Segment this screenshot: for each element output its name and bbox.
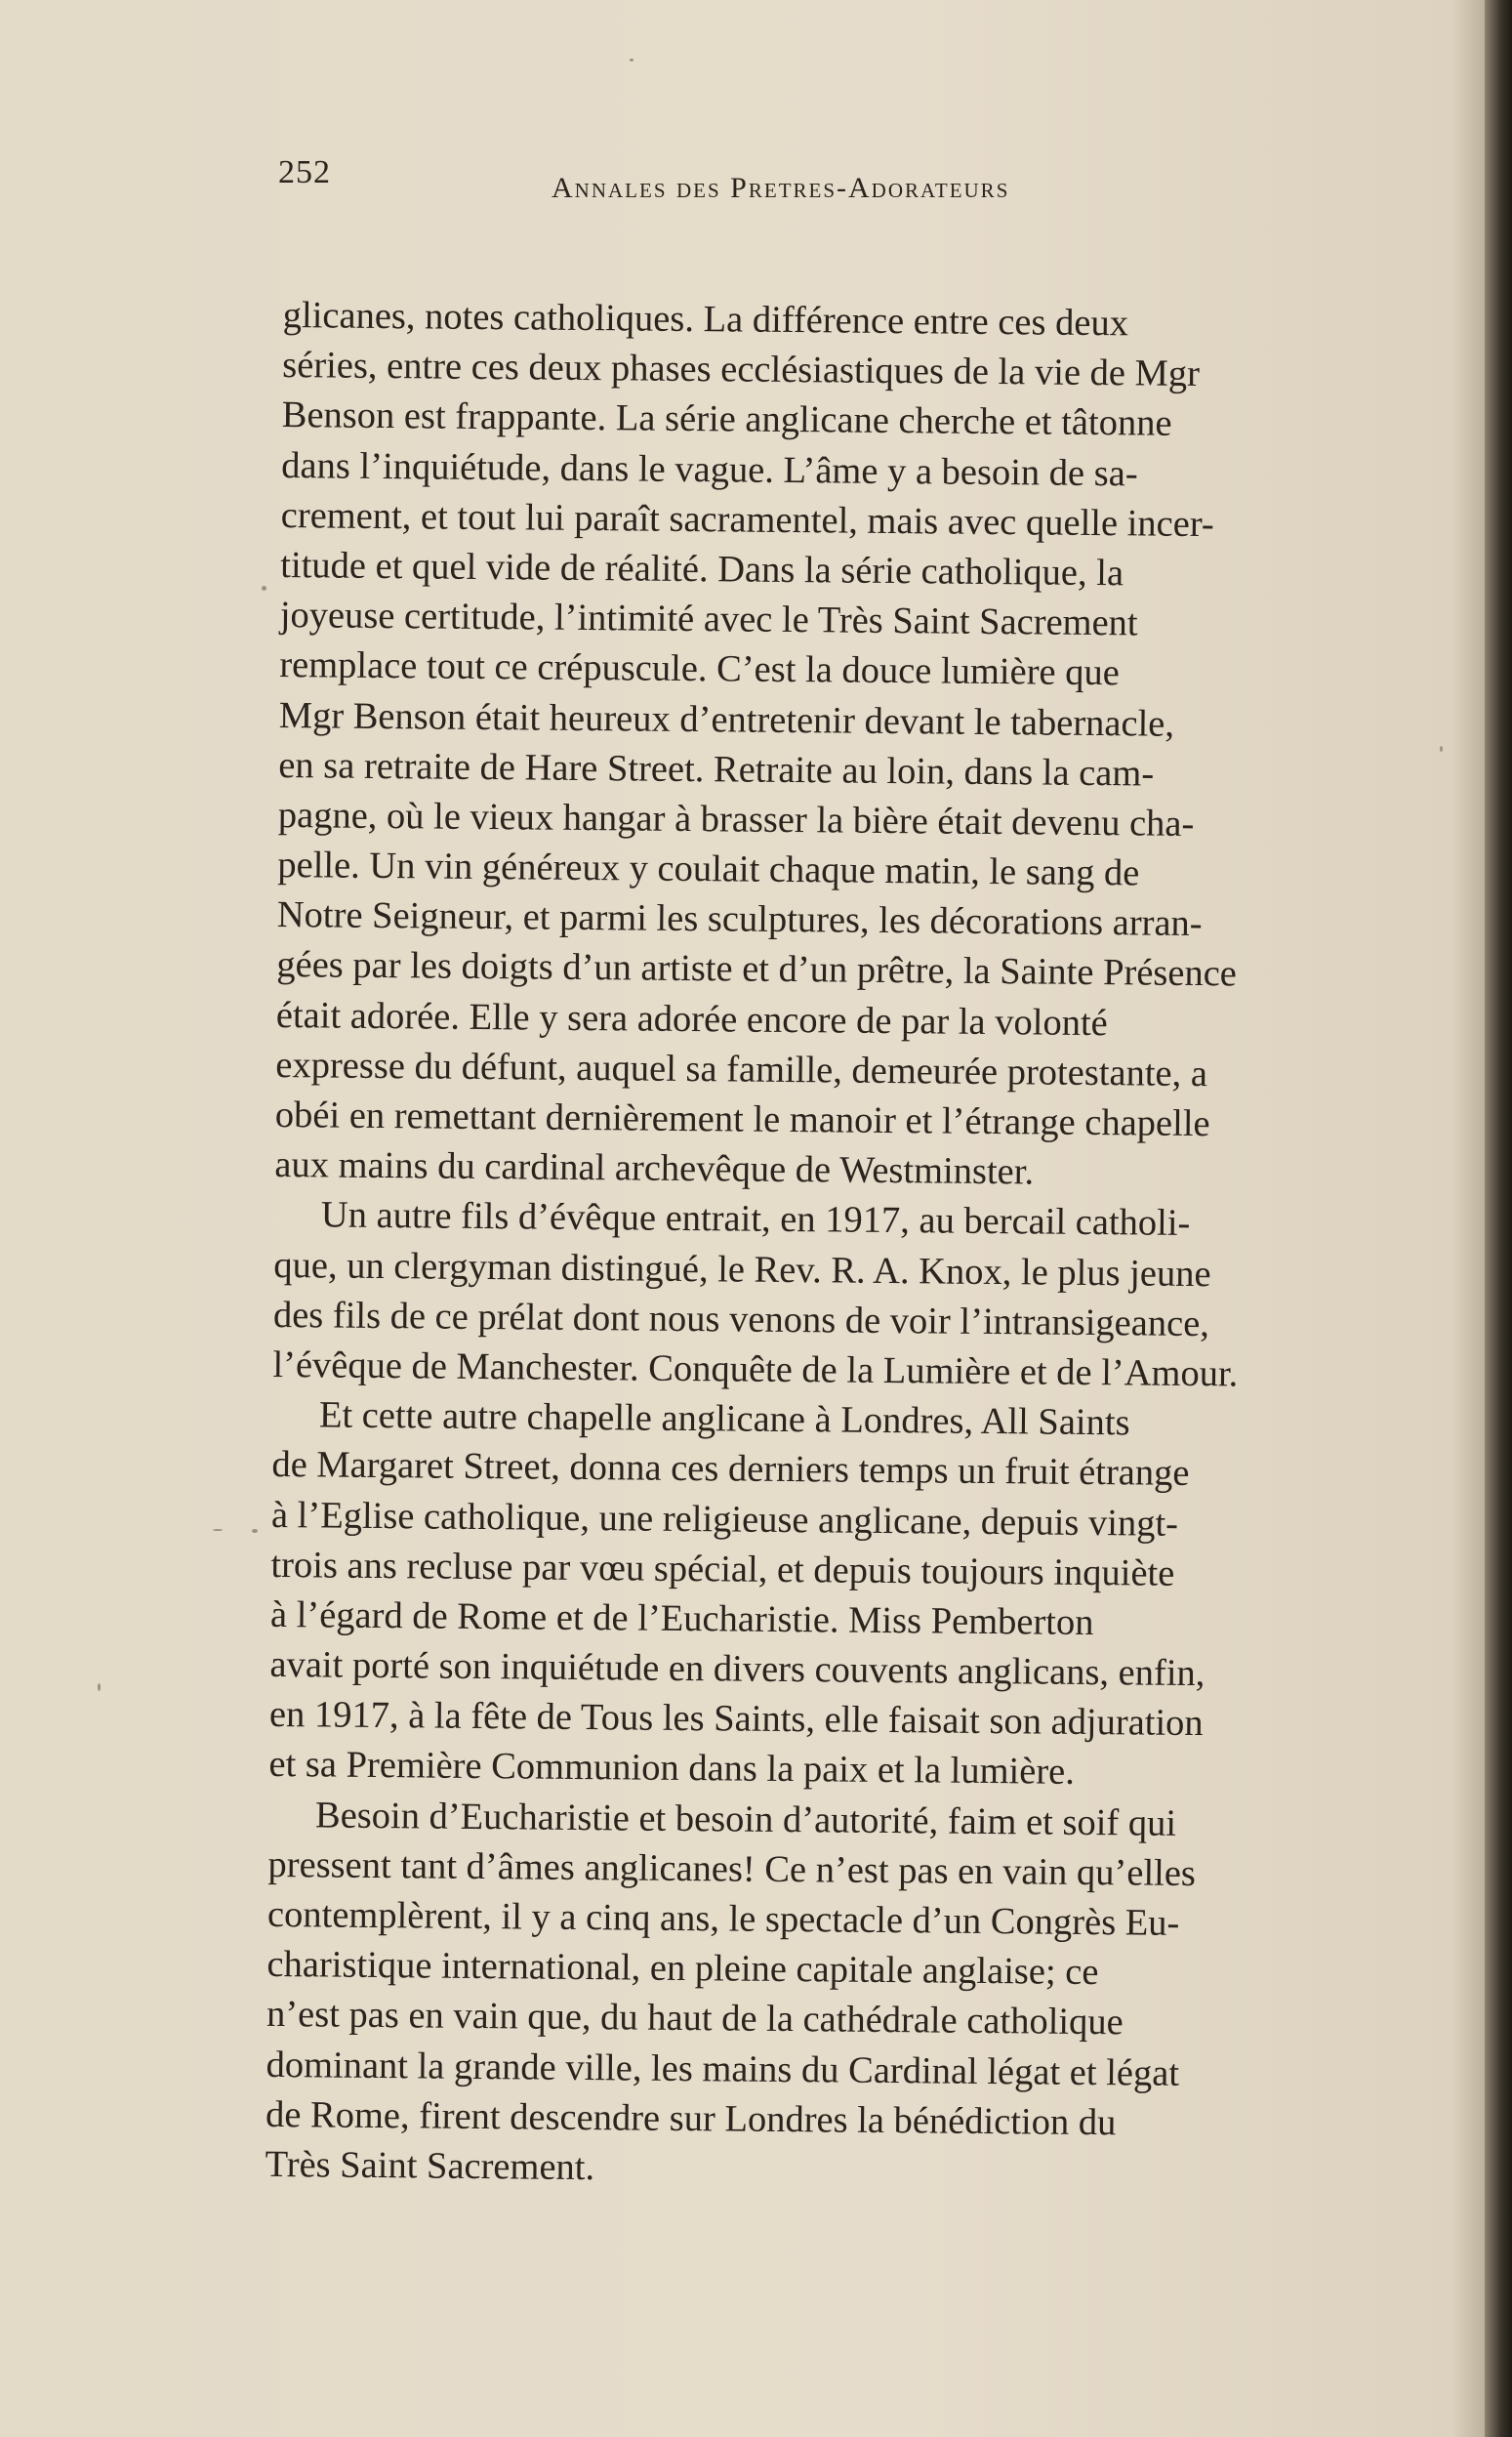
paper-speck <box>213 1529 223 1531</box>
text-line: avait porté son inquiétude en divers couvents anglicans, enfin, <box>269 1643 1206 1695</box>
text-line: à l’Eglise catholique, une religieuse anglicane, depuis vingt- <box>270 1494 1179 1545</box>
text-line: Mgr Benson était heureux d’entretenir devant le tabernacle, <box>278 694 1175 745</box>
text-line: obéi en remettant dernièrement le manoir et l’étrange chapelle <box>274 1094 1210 1145</box>
page-binding-edge <box>1485 0 1512 2437</box>
text-line: que, un clergyman distingué, le Rev. R. A. Knox, le plus jeune <box>273 1244 1211 1295</box>
text-line: séries, entre ces deux phases ecclésiastiques de la vie de Mgr <box>282 345 1201 395</box>
text-line: glicanes, notes catholiques. La différence entre ces deux <box>282 294 1129 345</box>
text-line: de Rome, firent descendre sur Londres la bénédiction du <box>265 2093 1117 2144</box>
text-line: Besoin d’Eucharistie et besoin d’autorité, faim et soif qui <box>314 1795 1177 1844</box>
body-text <box>265 291 1410 2201</box>
text-line: Un autre fils d’évêque entrait, en 1917, au bercail catholi- <box>320 1194 1191 1245</box>
text-line: à l’égard de Rome et de l’Eucharistie. Miss Pemberton <box>269 1593 1094 1643</box>
text-line: et sa Première Communion dans la paix et la lumière. <box>268 1744 1076 1794</box>
text-line: joyeuse certitude, l’intimité avec le Très Saint Sacrement <box>279 595 1138 644</box>
text-line: expresse du défunt, auquel sa famille, demeurée protestante, a <box>275 1044 1208 1095</box>
paper-speck <box>98 1683 101 1691</box>
text-line: pelle. Un vin généreux y coulait chaque matin, le sang de <box>277 845 1140 894</box>
text-line: titude et quel vide de réalité. Dans la série catholique, la <box>280 544 1124 595</box>
text-line: était adorée. Elle y sera adorée encore de par la volonté <box>275 994 1108 1044</box>
text-line: pressent tant d’âmes anglicanes! Ce n’est pas en vain qu’elles <box>267 1843 1197 1894</box>
text-line: l’évêque de Manchester. Conquête de la Lumière et de l’Amour. <box>272 1343 1239 1395</box>
page-number: 252 <box>278 154 331 190</box>
text-line: gées par les doigts d’un artiste et d’un prêtre, la Sainte Présence <box>276 944 1238 995</box>
text-line: trois ans recluse par vœu spécial, et depuis toujours inquiète <box>270 1544 1175 1594</box>
text-line: en sa retraite de Hare Street. Retraite au loin, dans la cam- <box>278 744 1155 795</box>
paper-speck <box>262 586 266 591</box>
text-line: contemplèrent, il y a cinq ans, le spectacle d’un Congrès Eu- <box>266 1893 1180 1944</box>
text-line: Très Saint Sacrement. <box>265 2143 595 2189</box>
text-line: Notre Seigneur, et parmi les sculptures, les décorations arran- <box>276 894 1203 945</box>
text-line: pagne, où le vieux hangar à brasser la bière était devenu cha- <box>277 794 1195 845</box>
text-line: remplace tout ce crépuscule. C’est la douce lumière que <box>279 644 1121 694</box>
text-line: aux mains du cardinal archevêque de Westminster. <box>274 1144 1035 1193</box>
text-line: crement, et tout lui paraît sacramentel, mais avec quelle incer- <box>280 494 1214 545</box>
text-line: dans l’inquiétude, dans le vague. L’âme y a besoin de sa- <box>281 444 1138 494</box>
paper-speck <box>252 1529 258 1533</box>
text-line: des fils de ce prélat dont nous venons de voir l’intransigeance, <box>272 1294 1210 1344</box>
paper-speck <box>1440 746 1443 752</box>
text-line: n’est pas en vain que, du haut de la cathédrale catholique <box>266 1994 1124 2044</box>
text-line: dominant la grande ville, les mains du Cardinal légat et légat <box>266 2044 1180 2094</box>
text-line: charistique international, en pleine capitale anglaise; ce <box>266 1944 1099 1994</box>
text-line: Benson est frappante. La série anglicane cherche et tâtonne <box>281 394 1172 445</box>
running-title: Annales des Pretres-Adorateurs <box>552 172 1010 204</box>
text-line: de Margaret Street, donna ces derniers temps un fruit étrange <box>271 1444 1190 1495</box>
text-line: en 1917, à la fête de Tous les Saints, elle faisait son adjuration <box>268 1694 1204 1745</box>
text-line: Et cette autre chapelle anglicane à Londres, All Saints <box>318 1394 1130 1444</box>
paper-speck <box>630 59 633 62</box>
running-head <box>278 154 1430 213</box>
